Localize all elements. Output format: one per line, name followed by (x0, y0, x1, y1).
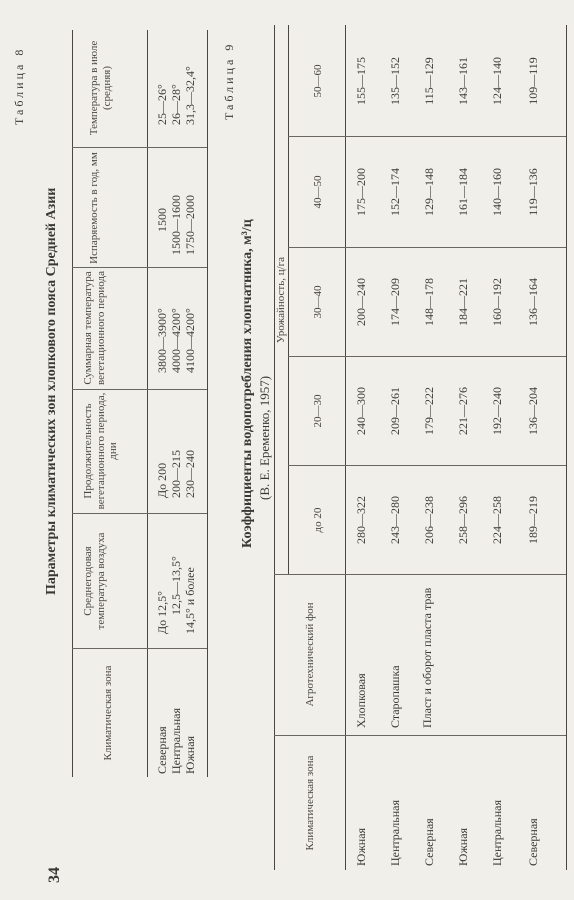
table9-zone: Центральная (388, 800, 402, 866)
table9-col-divider (288, 465, 566, 466)
table9-cell: 243—280 (388, 496, 402, 544)
table9-agro: Старопашка (388, 665, 402, 728)
table8-col-divider (72, 389, 207, 390)
table9-cell: 179—222 (422, 387, 436, 435)
table9-group-rule (288, 25, 289, 575)
table9-cell: 221—276 (456, 387, 470, 435)
table9-bottom-rule (566, 25, 567, 870)
table8-cell: 200—215 (169, 450, 183, 498)
table8-cell: 31,3—32,4° (183, 66, 197, 125)
table9-subheader: 30—40 (312, 285, 324, 319)
table9-cell: 155—175 (354, 57, 368, 105)
table8-cell: 1750—2000 (183, 195, 197, 255)
table8-label: Таблица 8 (12, 46, 26, 125)
table9-agro: Хлопковая (354, 673, 368, 728)
table9-cell: 115—129 (422, 57, 436, 105)
table8-cell: 4000—4200° (169, 308, 183, 373)
table9-subtitle: (В. Е. Еременко, 1957) (257, 375, 272, 500)
table9-cell: 161—184 (456, 168, 470, 216)
table9-subheader: 40—50 (312, 175, 324, 209)
table9-label: Таблица 9 (222, 41, 236, 120)
table8-col-divider (72, 648, 207, 649)
table8-cell: 1500—1600 (169, 195, 183, 255)
table8-col-divider (72, 147, 207, 148)
table9-zone: Южная (456, 827, 470, 866)
table8-header-july-temp: Температура в июле (средняя) (88, 40, 113, 136)
page-number: 34 (46, 867, 63, 883)
table9-cell: 206—238 (422, 496, 436, 544)
table9-cell: 240—300 (354, 387, 368, 435)
table9-zone: Центральная (490, 800, 504, 866)
table8-cell: 12,5—13,5° (169, 556, 183, 615)
table9-col-divider (274, 735, 566, 736)
table9-col-divider (288, 136, 566, 137)
table9-zone: Северная (526, 818, 540, 866)
table9-cell: 192—240 (490, 387, 504, 435)
table9-cell: 140—160 (490, 168, 504, 216)
table8-col-divider (72, 267, 207, 268)
table9-cell: 119—136 (526, 168, 540, 216)
table9-cell: 135—152 (388, 57, 402, 105)
table8-header-zone: Климатическая зона (102, 665, 114, 761)
table9-cell: 258—296 (456, 496, 470, 544)
table9-cell: 174—209 (388, 278, 402, 326)
table9-cell: 184—221 (456, 278, 470, 326)
table9-cell: 109—119 (526, 57, 540, 105)
table8-cell: Южная (183, 735, 197, 774)
table8-cell: 230—240 (183, 450, 197, 498)
table8-header-annual-temp: Среднегодовая температура воздуха (82, 532, 107, 630)
table8-cell: 3800—3900° (155, 308, 169, 373)
table8-header-vegetation-days: Продолжительность вегетационного периода, дни (82, 392, 119, 510)
table8-cell: Центральная (169, 708, 183, 774)
table9-group-header: Урожайность, ц/га (275, 256, 287, 344)
table9-zone: Южная (354, 827, 368, 866)
table9-title: Коэффициенты водопотребления хлопчатника, м³/ц (240, 219, 255, 548)
table9-cell: 148—178 (422, 278, 436, 326)
table9-cell: 200—240 (354, 278, 368, 326)
table8-cell: До 12,5° (155, 591, 169, 634)
table9-subheader: 20—30 (312, 394, 324, 428)
table9-cell: 224—258 (490, 496, 504, 544)
table9-cell: 209—261 (388, 387, 402, 435)
table9-col-divider (288, 247, 566, 248)
table9-cell: 160—192 (490, 278, 504, 326)
table9-col-divider (288, 356, 566, 357)
table9-cell: 189—219 (526, 496, 540, 544)
table8-header-rule (147, 30, 148, 777)
table8-col-divider (72, 513, 207, 514)
table9-subheader: до 20 (312, 507, 324, 533)
table8-cell: До 200 (155, 462, 169, 498)
table8-title: Параметры климатических зон хлопкового пояса Средней Азии (44, 187, 59, 595)
table9-agro: Пласт и оборот пласта трав (420, 587, 434, 728)
table9-header-rule (345, 25, 346, 870)
table9-col-divider (274, 574, 566, 575)
table9-cell: 136—164 (526, 278, 540, 326)
table9-cell: 136—204 (526, 387, 540, 435)
table9-zone: Северная (422, 818, 436, 866)
table9-cell: 175—200 (354, 168, 368, 216)
table9-cell: 124—140 (490, 57, 504, 105)
table9-cell: 129—148 (422, 168, 436, 216)
table8-header-evaporation: Испаряемость в год, мм (88, 152, 100, 264)
table9-header-zone: Климатическая зона (304, 755, 316, 851)
table8-top-rule (72, 30, 73, 777)
table8-bottom-rule (207, 30, 208, 777)
table8-cell: Северная (155, 726, 169, 774)
table8-cell: 4100—4200° (183, 308, 197, 373)
table8-cell: 25—26° (155, 84, 169, 125)
table8-cell: 14,5° и более (183, 567, 197, 634)
table9-cell: 143—161 (456, 57, 470, 105)
table9-subheader: 50—60 (312, 64, 324, 98)
table8-cell: 26—28° (169, 84, 183, 125)
table9-header-agro: Агротехнический фон (304, 602, 316, 707)
table8-header-sum-temp: Суммарная температура вегетационного периода (82, 271, 107, 385)
table9-cell: 152—174 (388, 168, 402, 216)
table9-cell: 280—322 (354, 496, 368, 544)
table8-cell: 1500 (155, 208, 169, 232)
